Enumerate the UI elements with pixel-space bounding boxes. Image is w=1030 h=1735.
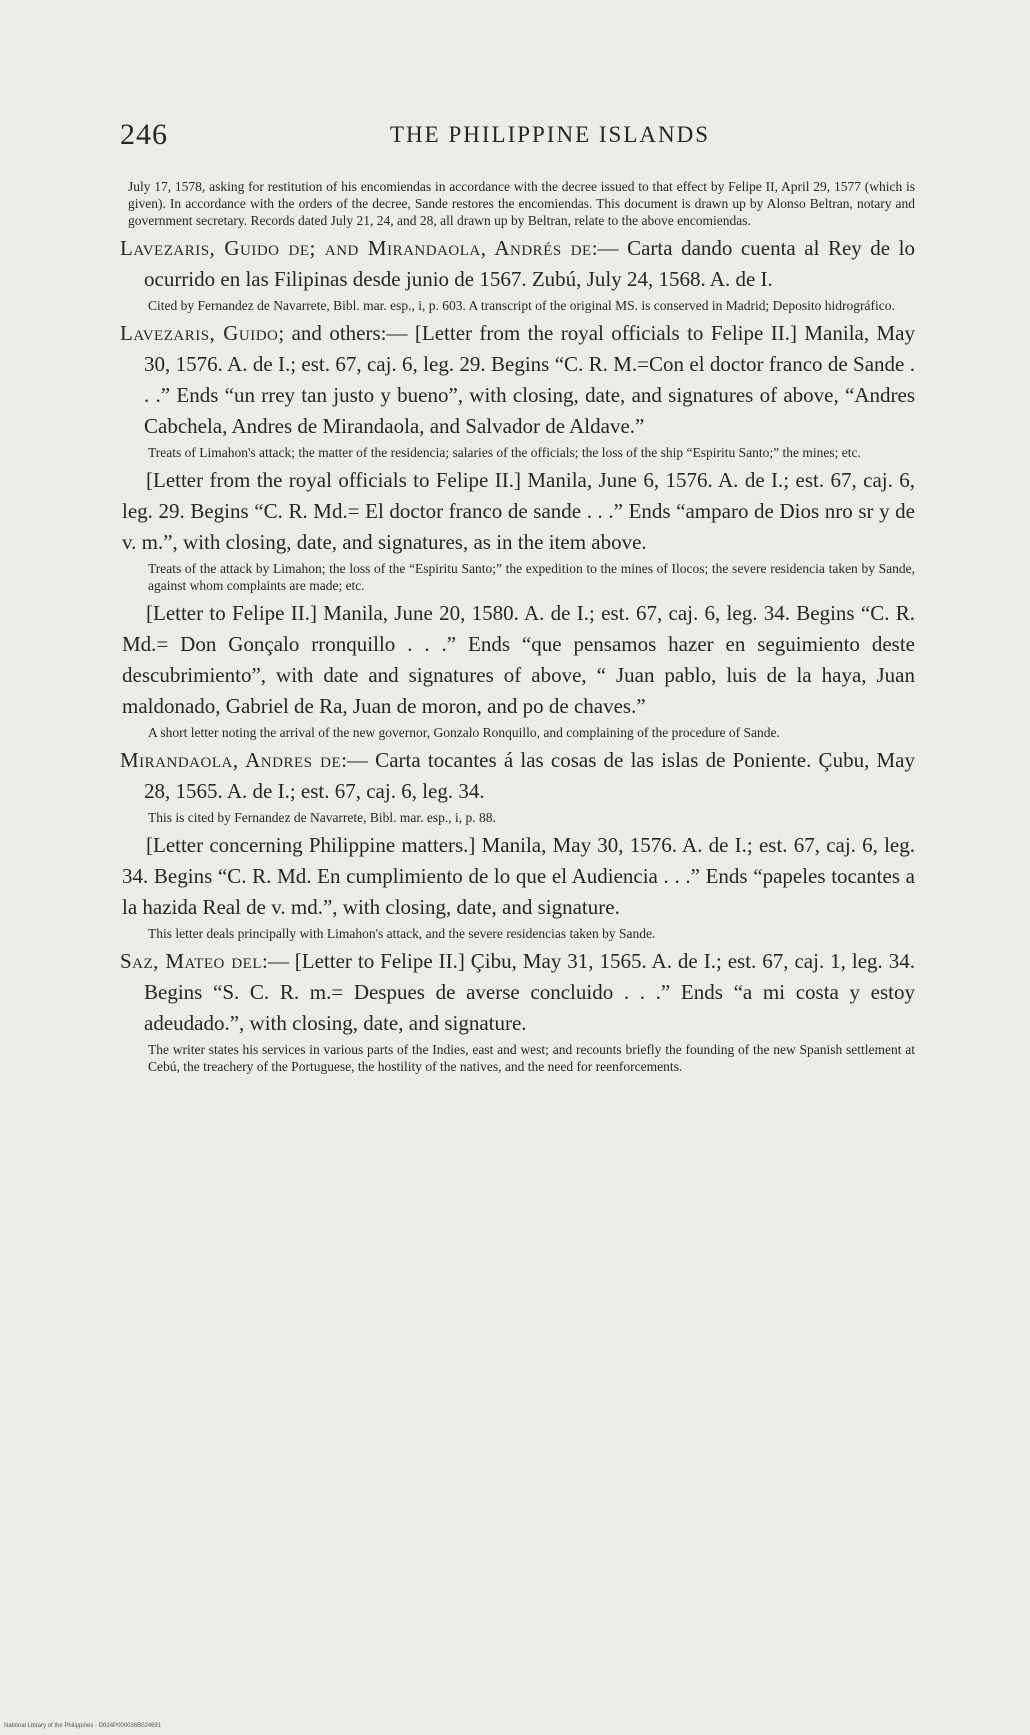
entry-author: Mirandaola, Andres de: [120, 748, 342, 772]
page-header: [120, 118, 920, 158]
running-title: THE PHILIPPINE ISLANDS: [390, 122, 710, 147]
entry-author: Lavezaris, Guido de; and Mirandaola, Andrés de: [120, 236, 592, 260]
annotation-paragraph: Treats of Limahon's attack; the matter of the residencia; salaries of the officials; the loss of the ship “Espiritu Santo;” the mines; etc.: [148, 445, 861, 460]
entry-text: ; and others:— [Letter from the royal officials to Felipe II.] Manila, May 30, 1576. A. de I.; est. 67, caj. 6, leg. 29. Begins “C. R. M.=Con el doctor franco de Sande . . .” Ends “un rrey tan justo y bueno”, with closing, date, and signatures of above, “Andres Cabchela, Andres de Mirandaola, and Salvador de Aldave.”: [144, 321, 915, 438]
bibliography-continuation: [Letter from the royal officials to Felipe II.] Manila, June 6, 1576. A. de I.; est. 67, caj. 6, leg. 29. Begins “C. R. Md.= El doctor franco de sande . . .” Ends “amparo de Dios nro sr y de v. m.”, with closing, date, and signatures, as in the item above.: [122, 468, 915, 554]
bibliography-continuation: [Letter concerning Philippine matters.] Manila, May 30, 1576. A. de I.; est. 67, caj. 6, leg. 34. Begins “C. R. Md. En cumplimiento de lo que el Audiencia . . .” Ends “papeles tocantes a la hazida Real de v. md.”, with closing, date, and signature.: [122, 833, 915, 919]
annotation-paragraph: Treats of the attack by Limahon; the loss of the “Espiritu Santo;” the expedition to the mines of Ilocos; the severe residencia taken by Sande, against whom complaints are made; etc.: [148, 561, 915, 593]
annotation-paragraph: The writer states his services in various parts of the Indies, east and west; and recounts briefly the founding of the new Spanish settlement at Cebú, the treachery of the Portuguese, the hostility of the natives, and the need for reenforcements.: [148, 1042, 915, 1074]
annotation-paragraph: July 17, 1578, asking for restitution of his encomiendas in accordance with the decree issued to that effect by Felipe II, April 29, 1577 (which is given). In accordance with the orders of the decree, Sande restores the encomiendas. This document is drawn up by Alonso Beltran, notary and government secretary. Records dated July 21, 24, and 28, all drawn up by Beltran, relate to the above encomiendas.: [128, 179, 915, 228]
entry-text: :— [Letter to Felipe II.] Çibu, May 31, 1565. A. de I.; est. 67, caj. 1, leg. 34. Begins “S. C. R. m.= Despues de averse concluido . . .” Ends “a mi costa y estoy adeudado.”, with closing, date, and signature.: [144, 949, 915, 1035]
annotation-paragraph: This letter deals principally with Limahon's attack, and the severe residencias taken by Sande.: [148, 926, 656, 941]
bibliography-entry: [120, 318, 915, 442]
bibliography-entry: [120, 745, 915, 807]
bibliography-entry: [120, 946, 915, 1039]
entry-text: :— Carta tocantes á las cosas de las islas de Poniente. Çubu, May 28, 1565. A. de I.; est. 67, caj. 6, leg. 34.: [144, 748, 916, 803]
annotation-paragraph: This is cited by Fernandez de Navarrete, Bibl. mar. esp., i, p. 88.: [148, 810, 496, 825]
entry-author: Lavezaris, Guido: [120, 321, 279, 345]
bibliography-entry: [120, 233, 915, 295]
entry-text: :— Carta dando cuenta al Rey de lo ocurrido en las Filipinas desde junio de 1567. Zubú, July 24, 1568. A. de I.: [144, 236, 915, 291]
annotation-paragraph: Cited by Fernandez de Navarrete, Bibl. mar. esp., i, p. 603. A transcript of the original MS. is conserved in Madrid; Deposito hidrográfico.: [148, 298, 895, 313]
annotation-paragraph: A short letter noting the arrival of the new governor, Gonzalo Ronquillo, and complaining of the procedure of Sande.: [148, 725, 780, 740]
page-body: [120, 178, 915, 1079]
page-number: 246: [120, 118, 168, 151]
entry-author: Saz, Mateo del: [120, 949, 262, 973]
scan-footer: National Library of the Philippines · D024P000036B024691: [4, 1723, 162, 1729]
bibliography-continuation: [Letter to Felipe II.] Manila, June 20, 1580. A. de I.; est. 67, caj. 6, leg. 34. Begins “C. R. Md.= Don Gonçalo rronquillo . . .” Ends “que pensamos hazer en seguimiento deste descubrimiento”, with date and signatures of above, “ Juan pablo, luis de la haya, Juan maldonado, Gabriel de Ra, Juan de moron, and po de chaves.”: [122, 601, 915, 718]
